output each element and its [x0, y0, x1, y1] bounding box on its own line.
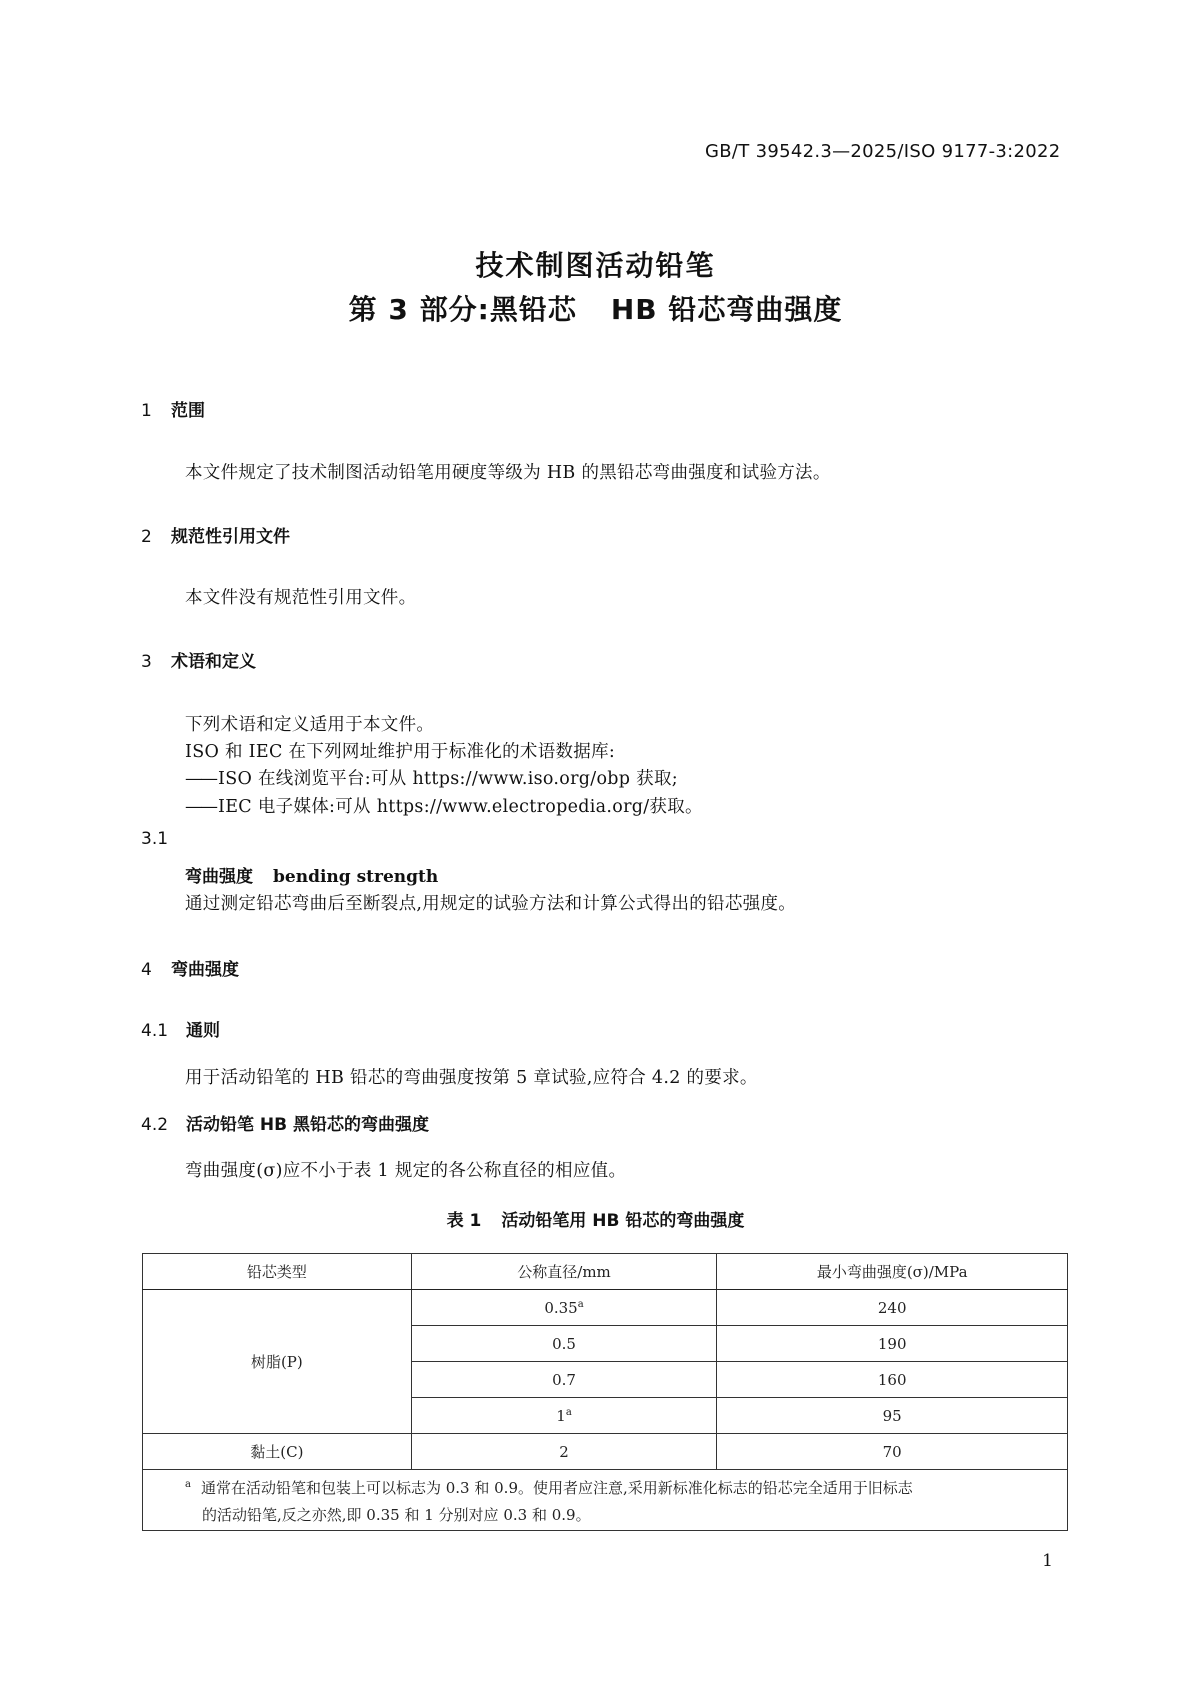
table-label: 表 1 — [446, 1211, 482, 1231]
section-title: 活动铅笔 HB 黑铅芯的弯曲强度 — [186, 1115, 430, 1135]
column-header: 铅芯类型 — [143, 1254, 412, 1290]
footnote-line-1: 通常在活动铅笔和包装上可以标志为 0.3 和 0.9。使用者应注意,采用新标准化标志的铅芯完全适用于旧标志 — [200, 1479, 913, 1497]
section-3-heading — [141, 647, 256, 672]
section-title: 通则 — [186, 1021, 220, 1041]
table-footnote-row — [143, 1470, 1068, 1531]
diameter-cell: 0.35$^a$ — [411, 1290, 717, 1326]
diameter-cell: 0.5 — [411, 1326, 717, 1362]
terms-database-paragraph: ISO 和 IEC 在下列网址维护用于标准化的术语数据库: — [185, 742, 616, 762]
table-title: 活动铅笔用 HB 铅芯的弯曲强度 — [501, 1211, 745, 1231]
strength-cell: 160 — [717, 1362, 1068, 1398]
term-number: 3.1 — [141, 829, 169, 849]
subtitle-subject: HB 铅芯弯曲强度 — [610, 293, 843, 326]
section-1-heading — [141, 396, 205, 421]
dash-item-iso — [185, 765, 678, 790]
table-row — [143, 1290, 1068, 1326]
dash-mark: —— — [185, 769, 216, 789]
footnote-ref: a — [565, 1406, 572, 1418]
table-footnote — [143, 1470, 1068, 1531]
strength-cell: 190 — [717, 1326, 1068, 1362]
lead-type-cell: 黏土(C) — [143, 1434, 412, 1470]
section-4-2-heading — [141, 1110, 429, 1135]
footnote-line-2: 的活动铅笔,反之亦然,即 0.35 和 1 分别对应 0.3 和 0.9。 — [202, 1506, 591, 1524]
diameter-cell: 0.7 — [411, 1362, 717, 1398]
strength-cell: 95 — [717, 1398, 1068, 1434]
page-number: 1 — [1042, 1551, 1053, 1571]
footnote-mark: a — [185, 1479, 191, 1490]
column-header: 公称直径/mm — [411, 1254, 717, 1290]
section-title: 术语和定义 — [171, 652, 256, 672]
diameter-cell: 2 — [411, 1434, 717, 1470]
section-number: 4 — [141, 960, 152, 980]
dash-item-text: IEC 电子媒体:可从 https://www.electropedia.org/获取。 — [218, 797, 703, 817]
section-2-heading — [141, 522, 290, 547]
section-number: 1 — [141, 401, 152, 421]
strength-cell: 240 — [717, 1290, 1068, 1326]
section-number: 4.2 — [141, 1115, 169, 1135]
requirement-paragraph: 弯曲强度(σ)应不小于表 1 规定的各公称直径的相应值。 — [185, 1161, 627, 1181]
section-number: 4.1 — [141, 1021, 169, 1041]
dash-item-iec — [185, 793, 703, 818]
scope-paragraph: 本文件规定了技术制图活动铅笔用硬度等级为 HB 的黑铅芯弯曲强度和试验方法。 — [185, 463, 831, 483]
footnote-ref: a — [577, 1298, 584, 1310]
section-title: 范围 — [171, 401, 205, 421]
lead-type-cell: 树脂(P) — [143, 1290, 412, 1434]
section-number: 3 — [141, 652, 152, 672]
table-caption — [0, 1206, 1191, 1231]
term-entry — [185, 862, 438, 887]
section-4-1-heading — [141, 1016, 220, 1041]
subtitle-part: 第 3 部分:黑铅芯 — [348, 293, 577, 326]
term-chinese: 弯曲强度 — [185, 867, 253, 887]
term-definition: 通过测定铅芯弯曲后至断裂点,用规定的试验方法和计算公式得出的铅芯强度。 — [185, 894, 797, 914]
terms-intro-paragraph: 下列术语和定义适用于本文件。 — [185, 715, 435, 735]
column-header: 最小弯曲强度(σ)/MPa — [717, 1254, 1068, 1290]
section-4-heading — [141, 955, 239, 980]
dash-mark: —— — [185, 797, 216, 817]
general-paragraph: 用于活动铅笔的 HB 铅芯的弯曲强度按第 5 章试验,应符合 4.2 的要求。 — [185, 1068, 758, 1088]
standard-number: GB/T 39542.3—2025/ISO 9177-3:2022 — [705, 141, 1061, 162]
section-title: 规范性引用文件 — [171, 527, 290, 547]
strength-cell: 70 — [717, 1434, 1068, 1470]
table-header-row — [143, 1254, 1068, 1290]
diameter-cell: 1$^a$ — [411, 1398, 717, 1434]
section-number: 2 — [141, 527, 152, 547]
document-subtitle — [0, 288, 1191, 328]
dash-item-text: ISO 在线浏览平台:可从 https://www.iso.org/obp 获取; — [218, 769, 678, 789]
bending-strength-table — [142, 1253, 1068, 1531]
term-english: bending strength — [273, 867, 439, 887]
table-row — [143, 1434, 1068, 1470]
normative-references-paragraph: 本文件没有规范性引用文件。 — [185, 588, 417, 608]
document-title: 技术制图活动铅笔 — [475, 249, 716, 282]
section-title: 弯曲强度 — [171, 960, 239, 980]
